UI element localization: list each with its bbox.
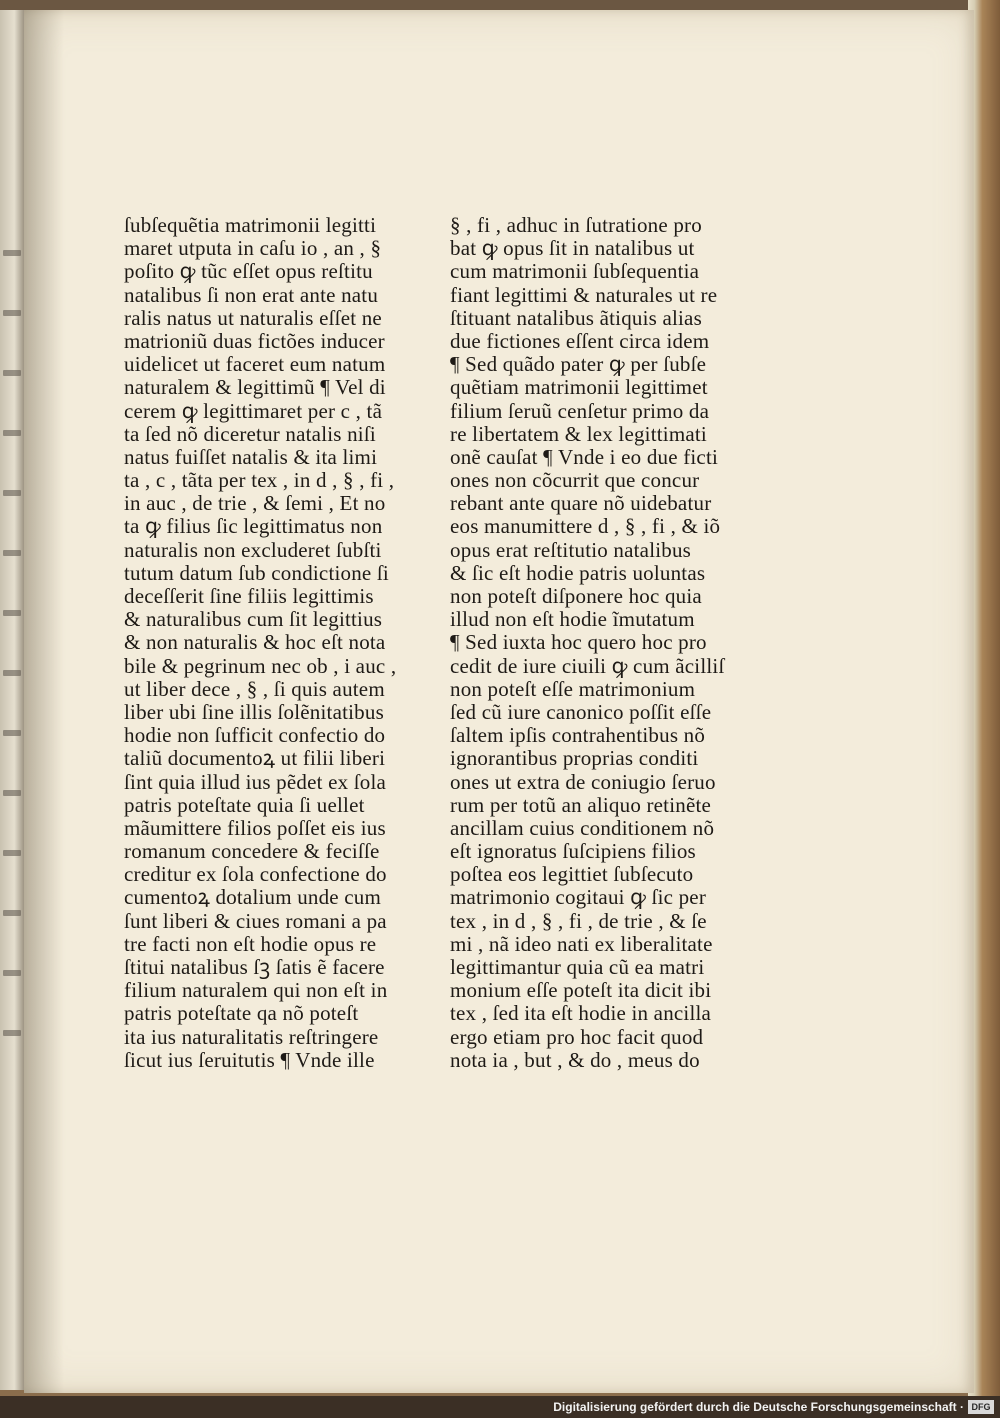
text-line: quẽtiam matrimonii legittimet: [450, 375, 708, 400]
text-line: eſt ignoratus ſuſcipiens filios: [450, 839, 696, 864]
text-line: ergo etiam pro hoc facit quod: [450, 1024, 704, 1049]
text-line: filium ſeruũ cenſetur primo da: [450, 398, 710, 423]
text-line: patris poteſtate quia ſi uellet: [124, 792, 365, 817]
text-line: ones ut extra de coniugio ſeruo: [450, 769, 716, 794]
text-line: ralis natus ut naturalis eſſet ne: [124, 305, 382, 330]
text-line: & naturalibus cum ſit legittius: [124, 607, 383, 632]
text-line: ¶ Sed quãdo pater ꝙ per ſubſe: [450, 352, 707, 377]
text-line: monium eſſe poteſt ita dicit ibi: [450, 978, 712, 1003]
text-line: tutum datum ſub condictione ſi: [124, 560, 389, 585]
text-line: creditur ex ſola confectione do: [124, 862, 387, 887]
text-line: opus erat reſtitutio natalibus: [450, 537, 692, 562]
text-line: rum per totũ an aliquo retinẽte: [450, 792, 712, 817]
text-line: matrioniũ duas fictões inducer: [124, 328, 385, 353]
text-line: maret utputa in caſu io , an , §: [124, 236, 382, 261]
text-line: ones non cõcurrit que concur: [450, 468, 700, 493]
text-line: fiant legittimi & naturales ut re: [450, 282, 718, 307]
text-line: ſint quia illud ius pẽdet ex ſola: [124, 769, 387, 794]
text-line: mãumittere filios poſſet eis ius: [124, 815, 386, 840]
text-line: re libertatem & lex legittimati: [450, 421, 707, 446]
text-line: tex , ſed ita eſt hodie in ancilla: [450, 1001, 712, 1026]
text-line: tex , in d , § , fi , de trie , & ſe: [450, 908, 707, 933]
text-line: cumentoꝝ dotalium unde cum: [124, 885, 382, 910]
text-line: ſunt liberi & ciues romani a pa: [124, 908, 387, 933]
text-line: legittimantur quia cũ ea matri: [450, 955, 705, 979]
text-column-right: [450, 214, 740, 1072]
text-line: filium naturalem qui non eſt in: [124, 978, 388, 1003]
text-line: ſtitui natalibus ſꝫ ſatis ẽ facere: [124, 955, 385, 979]
text-line: bile & pegrinum nec ob , i auc ,: [124, 653, 397, 678]
dfg-logo: DFG: [968, 1400, 994, 1414]
text-column-left: [124, 213, 397, 1072]
text-line: romanum concedere & feciſſe: [124, 839, 380, 864]
text-line: patris poteſtate qa nõ poteſt: [124, 1001, 359, 1026]
text-line: § , fi , adhuc in ſutratione pro: [450, 213, 702, 237]
text-line: natus fuiſſet natalis & ita limi: [124, 444, 378, 469]
gutter-shadow: [24, 10, 64, 1393]
text-line: mi , nã ideo nati ex liberalitate: [450, 931, 713, 956]
text-line: non poteſt diſponere hoc quia: [450, 584, 702, 608]
text-line: hodie non ſufficit confectio do: [124, 723, 386, 748]
text-line: bat ꝙ opus ſit in natalibus ut: [450, 236, 695, 261]
text-line: ta ſed nõ diceretur natalis niſi: [124, 421, 376, 446]
text-line: cedit de iure ciuili ꝙ cum ãcilliſ: [450, 653, 725, 678]
text-line: ¶ Sed iuxta hoc quero hoc pro: [450, 630, 707, 655]
text-line: ſtituant natalibus ãtiquis alias: [450, 305, 702, 330]
text-line: poſtea eos legittiet ſubſecuto: [450, 862, 694, 887]
text-line: taliũ documentoꝝ ut filii liberi: [124, 746, 386, 771]
text-line: illud non eſt hodie ĩmutatum: [450, 607, 695, 632]
text-line: rebant ante quare nõ uidebatur: [450, 491, 712, 516]
text-line: ignorantibus proprias conditi: [450, 746, 699, 771]
text-line: deceſſerit ſine filiis legittimis: [124, 584, 374, 608]
text-line: in auc , de trie , & ſemi , Et no: [124, 491, 386, 516]
text-line: ta ꝙ filius ſic legittimatus non: [124, 514, 383, 539]
text-line: ta , c , tãta per tex , in d , § , fi ,: [124, 468, 395, 493]
previous-page-edge: [0, 10, 26, 1390]
text-line: naturalis non excluderet ſubſti: [124, 537, 382, 562]
text-line: ſicut ius ſeruitutis ¶ Vnde ille: [124, 1047, 375, 1072]
text-line: onẽ cauſat ¶ Vnde i eo due ficti: [450, 444, 719, 469]
text-line: & non naturalis & hoc eſt nota: [124, 630, 386, 655]
digitization-credit: Digitalisierung gefördert durch die Deutsche Forschungsgemeinschaft ·: [553, 1400, 964, 1414]
text-line: eos manumittere d , § , fi , & iõ: [450, 514, 721, 539]
text-line: poſito ꝙ tũc eſſet opus reſtitu: [124, 259, 373, 284]
text-line: tre facti non eſt hodie opus re: [124, 931, 377, 956]
text-line: ut liber dece , § , ſi quis autem: [124, 676, 385, 701]
text-line: non poteſt eſſe matrimonium: [450, 676, 696, 701]
text-line: cerem ꝙ legittimaret per c , tã: [124, 398, 383, 423]
text-line: nota ia , but , & do , meus do: [450, 1047, 700, 1072]
text-line: ſaltem ipſis contrahentibus nõ: [450, 723, 706, 748]
text-line: due fictiones eſſent circa idem: [450, 328, 710, 353]
text-line: & ſic eſt hodie patris uoluntas: [450, 560, 706, 585]
text-line: ſubſequẽtia matrimonii legitti: [124, 213, 377, 237]
text-line: natalibus ſi non erat ante natu: [124, 282, 379, 307]
text-line: uidelicet ut faceret eum natum: [124, 352, 386, 377]
text-line: cum matrimonii ſubſequentia: [450, 259, 700, 284]
text-line: matrimonio cogitaui ꝙ ſic per: [450, 885, 707, 910]
text-line: naturalem & legittimũ ¶ Vel di: [124, 375, 386, 400]
text-line: ita ius naturalitatis reſtringere: [124, 1024, 379, 1049]
text-line: ancillam cuius conditionem nõ: [450, 815, 715, 840]
text-line: liber ubi ſine illis ſolẽnitatibus: [124, 699, 384, 724]
text-line: ſed cũ iure canonico poſſit eſſe: [450, 699, 712, 724]
